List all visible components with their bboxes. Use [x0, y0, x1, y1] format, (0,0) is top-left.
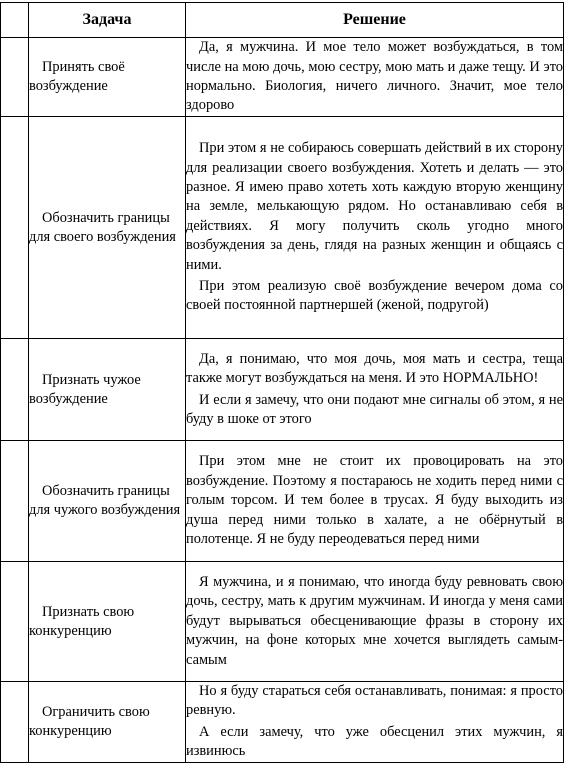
row-number-cell	[1, 441, 29, 562]
task-cell	[29, 441, 186, 562]
solution-cell	[186, 441, 564, 562]
solution-cell	[186, 562, 564, 682]
task-cell	[29, 117, 186, 339]
header-row	[1, 3, 564, 38]
solution-paragraph: Я мужчина, и я понимаю, что иногда буду ревновать свою дочь, сестру, мать к другим мужчинам. И иногда у меня сами будут вырываться обесценивающие фразы в сторону их мужчин, на фоне которых мне хочется выглядеть самым-самым	[186, 573, 563, 668]
table-row	[1, 38, 564, 117]
row-number-cell	[1, 682, 29, 763]
header-empty-cell	[1, 3, 29, 38]
row-number-cell	[1, 562, 29, 682]
row-number-cell	[1, 117, 29, 339]
solution-paragraph: При этом мне не стоит их провоцировать на это возбуждение. Поэтому я постараюсь не ходить перед ними с голым торсом. И тем более в трусах. Я буду выходить из душа перед ними только в халате, а не обёрнутый в полотенце. Я не буду переодеваться перед ними	[186, 453, 563, 548]
table-row	[1, 339, 564, 441]
table-row	[1, 441, 564, 562]
task-cell	[29, 38, 186, 117]
task-text: Ограничить свою конкуренцию	[29, 703, 150, 739]
task-text: Обозначить границы для чужого возбуждения	[29, 483, 181, 518]
solution-paragraph: Но я буду стараться себя останавливать, понимая: я просто ревную.	[186, 683, 563, 719]
header-task: Задача	[29, 3, 186, 38]
solution-paragraph: И если я замечу, что они подают мне сигналы об этом, я не буду в шоке от этого	[186, 391, 563, 427]
task-text: Принять своё возбуждение	[29, 59, 125, 94]
table-row	[1, 682, 564, 763]
task-cell	[29, 562, 186, 682]
solution-paragraph: А если замечу, что уже обесценил этих мужчин, я извинюсь	[186, 723, 563, 760]
row-number-cell	[1, 38, 29, 117]
task-solution-table	[0, 2, 564, 763]
table-row	[1, 562, 564, 682]
solution-cell	[186, 117, 564, 339]
solution-paragraph: При этом реализую своё возбуждение вечером дома со своей постоянной партнершей (женой, подругой)	[186, 278, 563, 314]
header-solution: Решение	[186, 3, 564, 38]
task-text: Признать чужое возбуждение	[29, 371, 141, 407]
row-number-cell	[1, 339, 29, 441]
solution-paragraph: При этом я не собираюсь совершать действий в их сторону для реализации своего возбуждения. Хотеть и делать — это разное. Я имею право хотеть хоть каждую вторую женщину на земле, мелькающую рядом. Но останавливаю себя в действиях. Я могу получить сколь угодно много возбуждения за день, глядя на разных женщин и общаясь с ними.	[186, 140, 563, 273]
solution-cell	[186, 682, 564, 763]
task-text: Признать свою конкуренцию	[29, 603, 135, 639]
task-text: Обозначить границы для своего возбуждения	[29, 209, 176, 245]
solution-cell	[186, 38, 564, 117]
solution-paragraph: Да, я понимаю, что моя дочь, моя мать и сестра, теща также могут возбуждаться на меня. И это НОРМАЛЬНО!	[186, 350, 563, 387]
task-cell	[29, 682, 186, 763]
task-cell	[29, 339, 186, 441]
solution-cell	[186, 339, 564, 441]
table-row	[1, 117, 564, 339]
solution-paragraph: Да, я мужчина. И мое тело может возбуждаться, в том числе на мою дочь, мою сестру, мою мать и даже тещу. И это нормально. Биология, ничего личного. Значит, мое тело здорово	[186, 39, 563, 114]
